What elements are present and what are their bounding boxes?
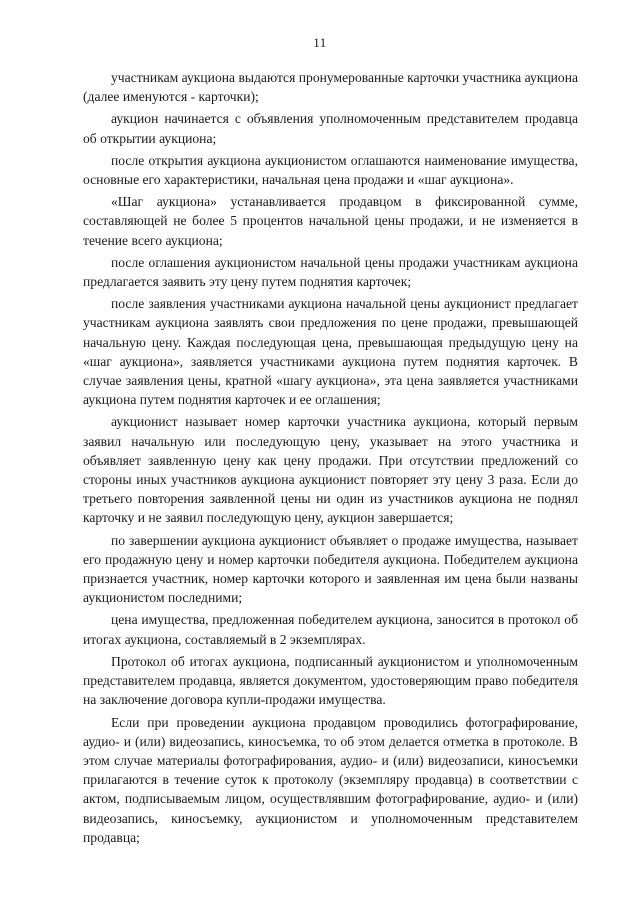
paragraph-9: цена имущества, предложенная победителем аукциона, заносится в протокол об итогах аукциона, составляемый в 2 экземплярах. — [83, 612, 578, 647]
paragraph-2: аукцион начинается с объявления уполномоченным представителем продавца об открытии аукциона; — [83, 111, 578, 146]
paragraph-4: «Шаг аукциона» устанавливается продавцом в фиксированной сумме, составляющей не более 5 процентов начальной цены продажи, и не изменяется в течение всего аукциона; — [83, 194, 578, 248]
paragraph-6: после заявления участниками аукциона начальной цены аукционист предлагает участникам аукциона заявлять свои предложения по цене продажи, превышающей начальную цену. Каждая последующая цена, превышающая предыдущую цену на «шаг аукциона», заявляется участниками аукциона путем поднятия карточек. В случае заявления цены, кратной «шагу аукциона», эта цена заявляется участниками аукциона путем поднятия карточек и ее оглашения; — [83, 296, 578, 408]
page-number: 11 — [313, 35, 327, 50]
paragraph-7: аукционист называет номер карточки участника аукциона, который первым заявил начальную или последующую цену, указывает на этого участника и объявляет заявленную цену как цену продажи. При отсутствии предложений со стороны иных участников аукциона аукционист повторяет эту цену 3 раза. Если до третьего повторения заявленной цены ни один из участников аукциона не поднял карточку и не заявил последующую цену, аукцион завершается; — [83, 414, 578, 526]
paragraph-1: участникам аукциона выдаются пронумерованные карточки участника аукциона (далее именуются - карточки); — [83, 70, 578, 105]
document-body — [83, 68, 578, 850]
paragraph-5: после оглашения аукционистом начальной цены продажи участникам аукциона предлагается заявить эту цену путем поднятия карточек; — [83, 254, 578, 290]
paragraph-11: Если при проведении аукциона продавцом проводились фотографирование, аудио- и (или) видеозапись, киносъемка, то об этом делается отметка в протоколе. В этом случае материалы фотографирования, аудио- и (или) видеозаписи, киносъемки прилагаются в течение суток к протоколу (экземпляру продавца) в соответствии с актом, подписываемым лицом, осуществлявшим фотографирование, аудио- и (или) видеозапись, киносъемку, аукционистом и уполномоченным представителем продавца; — [83, 714, 578, 845]
paragraph-10: Протокол об итогах аукциона, подписанный аукционистом и уполномоченным представителем продавца, является документом, удостоверяющим право победителя на заключение договора купли-продажи имущества. — [83, 653, 578, 708]
paragraph-8: по завершении аукциона аукционист объявляет о продаже имущества, называет его продажную цену и номер карточки победителя аукциона. Победителем аукциона признается участник, номер карточки которого и заявленная им цена были названы аукционистом последними; — [83, 532, 578, 606]
paragraph-3: после открытия аукциона аукционистом оглашаются наименование имущества, основные его характеристики, начальная цена продажи и «шаг аукциона». — [83, 152, 578, 188]
